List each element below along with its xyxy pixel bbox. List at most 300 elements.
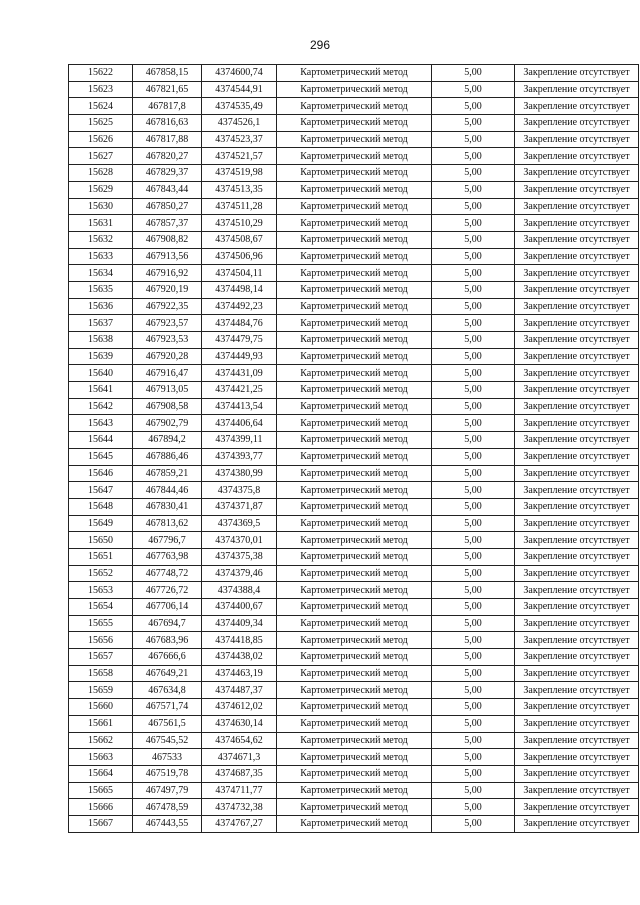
accuracy-cell: 5,00	[432, 782, 515, 799]
table-row	[69, 732, 639, 749]
method-cell: Картометрический метод	[277, 415, 432, 432]
fixing-cell: Закрепление отсутствует	[515, 115, 639, 132]
y-coordinate-cell: 4374438,02	[202, 649, 277, 666]
accuracy-cell: 5,00	[432, 515, 515, 532]
x-coordinate-cell: 467763,98	[133, 548, 202, 565]
fixing-cell: Закрепление отсутствует	[515, 432, 639, 449]
fixing-cell: Закрепление отсутствует	[515, 548, 639, 565]
x-coordinate-cell: 467908,82	[133, 231, 202, 248]
fixing-cell: Закрепление отсутствует	[515, 782, 639, 799]
accuracy-cell: 5,00	[432, 415, 515, 432]
accuracy-cell: 5,00	[432, 248, 515, 265]
x-coordinate-cell: 467634,8	[133, 682, 202, 699]
x-coordinate-cell: 467886,46	[133, 448, 202, 465]
method-cell: Картометрический метод	[277, 432, 432, 449]
y-coordinate-cell: 4374767,27	[202, 815, 277, 832]
method-cell: Картометрический метод	[277, 148, 432, 165]
fixing-cell: Закрепление отсутствует	[515, 649, 639, 666]
table-row	[69, 382, 639, 399]
accuracy-cell: 5,00	[432, 198, 515, 215]
x-coordinate-cell: 467829,37	[133, 165, 202, 182]
table-row	[69, 498, 639, 515]
x-coordinate-cell: 467821,65	[133, 81, 202, 98]
accuracy-cell: 5,00	[432, 548, 515, 565]
method-cell: Картометрический метод	[277, 281, 432, 298]
x-coordinate-cell: 467683,96	[133, 632, 202, 649]
y-coordinate-cell: 4374400,67	[202, 599, 277, 616]
point-number-cell: 15636	[69, 298, 133, 315]
point-number-cell: 15650	[69, 532, 133, 549]
fixing-cell: Закрепление отсутствует	[515, 715, 639, 732]
fixing-cell: Закрепление отсутствует	[515, 515, 639, 532]
y-coordinate-cell: 4374510,29	[202, 215, 277, 232]
fixing-cell: Закрепление отсутствует	[515, 65, 639, 82]
method-cell: Картометрический метод	[277, 98, 432, 115]
accuracy-cell: 5,00	[432, 65, 515, 82]
x-coordinate-cell: 467830,41	[133, 498, 202, 515]
point-number-cell: 15645	[69, 448, 133, 465]
table-row	[69, 281, 639, 298]
x-coordinate-cell: 467913,56	[133, 248, 202, 265]
accuracy-cell: 5,00	[432, 815, 515, 832]
y-coordinate-cell: 4374544,91	[202, 81, 277, 98]
point-number-cell: 15663	[69, 749, 133, 766]
accuracy-cell: 5,00	[432, 498, 515, 515]
method-cell: Картометрический метод	[277, 632, 432, 649]
x-coordinate-cell: 467478,59	[133, 799, 202, 816]
method-cell: Картометрический метод	[277, 198, 432, 215]
fixing-cell: Закрепление отсутствует	[515, 198, 639, 215]
x-coordinate-cell: 467666,6	[133, 649, 202, 666]
table-row	[69, 265, 639, 282]
accuracy-cell: 5,00	[432, 582, 515, 599]
y-coordinate-cell: 4374612,02	[202, 699, 277, 716]
accuracy-cell: 5,00	[432, 765, 515, 782]
table-row	[69, 782, 639, 799]
page-number: 296	[309, 38, 331, 52]
x-coordinate-cell: 467561,5	[133, 715, 202, 732]
fixing-cell: Закрепление отсутствует	[515, 799, 639, 816]
point-number-cell: 15657	[69, 649, 133, 666]
method-cell: Картометрический метод	[277, 165, 432, 182]
method-cell: Картометрический метод	[277, 131, 432, 148]
table-row	[69, 582, 639, 599]
table-row	[69, 515, 639, 532]
x-coordinate-cell: 467920,28	[133, 348, 202, 365]
fixing-cell: Закрепление отсутствует	[515, 815, 639, 832]
y-coordinate-cell: 4374654,62	[202, 732, 277, 749]
table-row	[69, 665, 639, 682]
method-cell: Картометрический метод	[277, 81, 432, 98]
fixing-cell: Закрепление отсутствует	[515, 81, 639, 98]
x-coordinate-cell: 467533	[133, 749, 202, 766]
x-coordinate-cell: 467902,79	[133, 415, 202, 432]
accuracy-cell: 5,00	[432, 799, 515, 816]
point-number-cell: 15649	[69, 515, 133, 532]
method-cell: Картометрический метод	[277, 465, 432, 482]
fixing-cell: Закрепление отсутствует	[515, 682, 639, 699]
method-cell: Картометрический метод	[277, 615, 432, 632]
y-coordinate-cell: 4374421,25	[202, 382, 277, 399]
accuracy-cell: 5,00	[432, 615, 515, 632]
table-row	[69, 98, 639, 115]
y-coordinate-cell: 4374399,11	[202, 432, 277, 449]
table-row	[69, 548, 639, 565]
table-row	[69, 348, 639, 365]
y-coordinate-cell: 4374379,46	[202, 565, 277, 582]
point-number-cell: 15659	[69, 682, 133, 699]
y-coordinate-cell: 4374431,09	[202, 365, 277, 382]
method-cell: Картометрический метод	[277, 815, 432, 832]
accuracy-cell: 5,00	[432, 98, 515, 115]
x-coordinate-cell: 467497,79	[133, 782, 202, 799]
point-number-cell: 15634	[69, 265, 133, 282]
x-coordinate-cell: 467850,27	[133, 198, 202, 215]
point-number-cell: 15632	[69, 231, 133, 248]
table-row	[69, 432, 639, 449]
point-number-cell: 15642	[69, 398, 133, 415]
y-coordinate-cell: 4374519,98	[202, 165, 277, 182]
accuracy-cell: 5,00	[432, 265, 515, 282]
x-coordinate-cell: 467813,62	[133, 515, 202, 532]
accuracy-cell: 5,00	[432, 148, 515, 165]
fixing-cell: Закрепление отсутствует	[515, 465, 639, 482]
method-cell: Картометрический метод	[277, 248, 432, 265]
accuracy-cell: 5,00	[432, 131, 515, 148]
accuracy-cell: 5,00	[432, 715, 515, 732]
x-coordinate-cell: 467923,57	[133, 315, 202, 332]
accuracy-cell: 5,00	[432, 482, 515, 499]
x-coordinate-cell: 467443,55	[133, 815, 202, 832]
table-row	[69, 115, 639, 132]
table-row	[69, 699, 639, 716]
x-coordinate-cell: 467844,46	[133, 482, 202, 499]
fixing-cell: Закрепление отсутствует	[515, 415, 639, 432]
fixing-cell: Закрепление отсутствует	[515, 348, 639, 365]
fixing-cell: Закрепление отсутствует	[515, 332, 639, 349]
fixing-cell: Закрепление отсутствует	[515, 482, 639, 499]
point-number-cell: 15625	[69, 115, 133, 132]
method-cell: Картометрический метод	[277, 181, 432, 198]
fixing-cell: Закрепление отсутствует	[515, 498, 639, 515]
method-cell: Картометрический метод	[277, 682, 432, 699]
accuracy-cell: 5,00	[432, 732, 515, 749]
point-number-cell: 15666	[69, 799, 133, 816]
x-coordinate-cell: 467920,19	[133, 281, 202, 298]
table-row	[69, 332, 639, 349]
point-number-cell: 15626	[69, 131, 133, 148]
y-coordinate-cell: 4374484,76	[202, 315, 277, 332]
table-row	[69, 165, 639, 182]
point-number-cell: 15627	[69, 148, 133, 165]
x-coordinate-cell: 467796,7	[133, 532, 202, 549]
method-cell: Картометрический метод	[277, 699, 432, 716]
accuracy-cell: 5,00	[432, 699, 515, 716]
accuracy-cell: 5,00	[432, 215, 515, 232]
x-coordinate-cell: 467922,35	[133, 298, 202, 315]
y-coordinate-cell: 4374418,85	[202, 632, 277, 649]
method-cell: Картометрический метод	[277, 649, 432, 666]
accuracy-cell: 5,00	[432, 448, 515, 465]
x-coordinate-cell: 467817,88	[133, 131, 202, 148]
fixing-cell: Закрепление отсутствует	[515, 265, 639, 282]
point-number-cell: 15655	[69, 615, 133, 632]
method-cell: Картометрический метод	[277, 448, 432, 465]
x-coordinate-cell: 467694,7	[133, 615, 202, 632]
table-row	[69, 749, 639, 766]
method-cell: Картометрический метод	[277, 265, 432, 282]
table-row	[69, 482, 639, 499]
x-coordinate-cell: 467859,21	[133, 465, 202, 482]
method-cell: Картометрический метод	[277, 665, 432, 682]
point-number-cell: 15630	[69, 198, 133, 215]
y-coordinate-cell: 4374371,87	[202, 498, 277, 515]
y-coordinate-cell: 4374380,99	[202, 465, 277, 482]
fixing-cell: Закрепление отсутствует	[515, 749, 639, 766]
method-cell: Картометрический метод	[277, 332, 432, 349]
fixing-cell: Закрепление отсутствует	[515, 398, 639, 415]
point-number-cell: 15646	[69, 465, 133, 482]
point-number-cell: 15640	[69, 365, 133, 382]
table-row	[69, 81, 639, 98]
fixing-cell: Закрепление отсутствует	[515, 582, 639, 599]
fixing-cell: Закрепление отсутствует	[515, 382, 639, 399]
method-cell: Картометрический метод	[277, 315, 432, 332]
table-row	[69, 649, 639, 666]
point-number-cell: 15658	[69, 665, 133, 682]
fixing-cell: Закрепление отсутствует	[515, 448, 639, 465]
y-coordinate-cell: 4374600,74	[202, 65, 277, 82]
y-coordinate-cell: 4374521,57	[202, 148, 277, 165]
method-cell: Картометрический метод	[277, 599, 432, 616]
y-coordinate-cell: 4374409,34	[202, 615, 277, 632]
table-row	[69, 415, 639, 432]
method-cell: Картометрический метод	[277, 482, 432, 499]
method-cell: Картометрический метод	[277, 365, 432, 382]
table-row	[69, 765, 639, 782]
fixing-cell: Закрепление отсутствует	[515, 281, 639, 298]
accuracy-cell: 5,00	[432, 81, 515, 98]
y-coordinate-cell: 4374393,77	[202, 448, 277, 465]
y-coordinate-cell: 4374479,75	[202, 332, 277, 349]
point-number-cell: 15624	[69, 98, 133, 115]
y-coordinate-cell: 4374687,35	[202, 765, 277, 782]
fixing-cell: Закрепление отсутствует	[515, 599, 639, 616]
method-cell: Картометрический метод	[277, 532, 432, 549]
table-row	[69, 248, 639, 265]
y-coordinate-cell: 4374506,96	[202, 248, 277, 265]
fixing-cell: Закрепление отсутствует	[515, 565, 639, 582]
table-row	[69, 398, 639, 415]
table-row	[69, 682, 639, 699]
x-coordinate-cell: 467726,72	[133, 582, 202, 599]
y-coordinate-cell: 4374513,35	[202, 181, 277, 198]
table-row	[69, 181, 639, 198]
y-coordinate-cell: 4374370,01	[202, 532, 277, 549]
fixing-cell: Закрепление отсутствует	[515, 148, 639, 165]
method-cell: Картометрический метод	[277, 231, 432, 248]
table-row	[69, 715, 639, 732]
table-row	[69, 615, 639, 632]
method-cell: Картометрический метод	[277, 115, 432, 132]
point-number-cell: 15623	[69, 81, 133, 98]
point-number-cell: 15656	[69, 632, 133, 649]
method-cell: Картометрический метод	[277, 348, 432, 365]
x-coordinate-cell: 467923,53	[133, 332, 202, 349]
fixing-cell: Закрепление отсутствует	[515, 665, 639, 682]
y-coordinate-cell: 4374498,14	[202, 281, 277, 298]
fixing-cell: Закрепление отсутствует	[515, 699, 639, 716]
x-coordinate-cell: 467817,8	[133, 98, 202, 115]
y-coordinate-cell: 4374671,3	[202, 749, 277, 766]
table-row	[69, 315, 639, 332]
x-coordinate-cell: 467571,74	[133, 699, 202, 716]
x-coordinate-cell: 467858,15	[133, 65, 202, 82]
table-row	[69, 231, 639, 248]
fixing-cell: Закрепление отсутствует	[515, 181, 639, 198]
fixing-cell: Закрепление отсутствует	[515, 732, 639, 749]
y-coordinate-cell: 4374504,11	[202, 265, 277, 282]
y-coordinate-cell: 4374711,77	[202, 782, 277, 799]
point-number-cell: 15647	[69, 482, 133, 499]
accuracy-cell: 5,00	[432, 281, 515, 298]
accuracy-cell: 5,00	[432, 298, 515, 315]
point-number-cell: 15643	[69, 415, 133, 432]
y-coordinate-cell: 4374406,64	[202, 415, 277, 432]
accuracy-cell: 5,00	[432, 115, 515, 132]
table-row	[69, 632, 639, 649]
method-cell: Картометрический метод	[277, 565, 432, 582]
accuracy-cell: 5,00	[432, 465, 515, 482]
x-coordinate-cell: 467843,44	[133, 181, 202, 198]
x-coordinate-cell: 467649,21	[133, 665, 202, 682]
accuracy-cell: 5,00	[432, 398, 515, 415]
method-cell: Картометрический метод	[277, 298, 432, 315]
fixing-cell: Закрепление отсутствует	[515, 215, 639, 232]
y-coordinate-cell: 4374375,38	[202, 548, 277, 565]
table-row	[69, 448, 639, 465]
x-coordinate-cell: 467916,92	[133, 265, 202, 282]
x-coordinate-cell: 467916,47	[133, 365, 202, 382]
method-cell: Картометрический метод	[277, 782, 432, 799]
accuracy-cell: 5,00	[432, 382, 515, 399]
accuracy-cell: 5,00	[432, 365, 515, 382]
table-row	[69, 215, 639, 232]
y-coordinate-cell: 4374630,14	[202, 715, 277, 732]
y-coordinate-cell: 4374526,1	[202, 115, 277, 132]
table-row	[69, 815, 639, 832]
y-coordinate-cell: 4374523,37	[202, 131, 277, 148]
point-number-cell: 15654	[69, 599, 133, 616]
point-number-cell: 15629	[69, 181, 133, 198]
fixing-cell: Закрепление отсутствует	[515, 231, 639, 248]
fixing-cell: Закрепление отсутствует	[515, 298, 639, 315]
y-coordinate-cell: 4374508,67	[202, 231, 277, 248]
accuracy-cell: 5,00	[432, 665, 515, 682]
x-coordinate-cell: 467816,63	[133, 115, 202, 132]
y-coordinate-cell: 4374535,49	[202, 98, 277, 115]
coordinates-table-body	[69, 65, 639, 833]
table-row	[69, 65, 639, 82]
x-coordinate-cell: 467908,58	[133, 398, 202, 415]
method-cell: Картометрический метод	[277, 732, 432, 749]
method-cell: Картометрический метод	[277, 515, 432, 532]
method-cell: Картометрический метод	[277, 765, 432, 782]
method-cell: Картометрический метод	[277, 382, 432, 399]
accuracy-cell: 5,00	[432, 332, 515, 349]
point-number-cell: 15661	[69, 715, 133, 732]
table-row	[69, 565, 639, 582]
y-coordinate-cell: 4374492,23	[202, 298, 277, 315]
accuracy-cell: 5,00	[432, 432, 515, 449]
fixing-cell: Закрепление отсутствует	[515, 365, 639, 382]
point-number-cell: 15635	[69, 281, 133, 298]
accuracy-cell: 5,00	[432, 348, 515, 365]
point-number-cell: 15631	[69, 215, 133, 232]
y-coordinate-cell: 4374449,93	[202, 348, 277, 365]
y-coordinate-cell: 4374463,19	[202, 665, 277, 682]
fixing-cell: Закрепление отсутствует	[515, 248, 639, 265]
point-number-cell: 15662	[69, 732, 133, 749]
method-cell: Картометрический метод	[277, 715, 432, 732]
x-coordinate-cell: 467894,2	[133, 432, 202, 449]
table-row	[69, 298, 639, 315]
fixing-cell: Закрепление отсутствует	[515, 165, 639, 182]
y-coordinate-cell: 4374388,4	[202, 582, 277, 599]
point-number-cell: 15652	[69, 565, 133, 582]
accuracy-cell: 5,00	[432, 181, 515, 198]
point-number-cell: 15639	[69, 348, 133, 365]
point-number-cell: 15651	[69, 548, 133, 565]
point-number-cell: 15638	[69, 332, 133, 349]
accuracy-cell: 5,00	[432, 632, 515, 649]
table-row	[69, 465, 639, 482]
point-number-cell: 15660	[69, 699, 133, 716]
x-coordinate-cell: 467857,37	[133, 215, 202, 232]
accuracy-cell: 5,00	[432, 231, 515, 248]
point-number-cell: 15628	[69, 165, 133, 182]
fixing-cell: Закрепление отсутствует	[515, 532, 639, 549]
y-coordinate-cell: 4374732,38	[202, 799, 277, 816]
table-row	[69, 365, 639, 382]
table-row	[69, 799, 639, 816]
table-row	[69, 198, 639, 215]
x-coordinate-cell: 467706,14	[133, 599, 202, 616]
y-coordinate-cell: 4374487,37	[202, 682, 277, 699]
point-number-cell: 15641	[69, 382, 133, 399]
accuracy-cell: 5,00	[432, 315, 515, 332]
point-number-cell: 15637	[69, 315, 133, 332]
x-coordinate-cell: 467748,72	[133, 565, 202, 582]
coordinates-table	[68, 64, 639, 833]
fixing-cell: Закрепление отсутствует	[515, 98, 639, 115]
table-row	[69, 532, 639, 549]
y-coordinate-cell: 4374511,28	[202, 198, 277, 215]
x-coordinate-cell: 467545,52	[133, 732, 202, 749]
method-cell: Картометрический метод	[277, 582, 432, 599]
method-cell: Картометрический метод	[277, 398, 432, 415]
point-number-cell: 15664	[69, 765, 133, 782]
point-number-cell: 15667	[69, 815, 133, 832]
x-coordinate-cell: 467519,78	[133, 765, 202, 782]
y-coordinate-cell: 4374375,8	[202, 482, 277, 499]
point-number-cell: 15644	[69, 432, 133, 449]
accuracy-cell: 5,00	[432, 682, 515, 699]
accuracy-cell: 5,00	[432, 649, 515, 666]
point-number-cell: 15648	[69, 498, 133, 515]
point-number-cell: 15653	[69, 582, 133, 599]
method-cell: Картометрический метод	[277, 548, 432, 565]
